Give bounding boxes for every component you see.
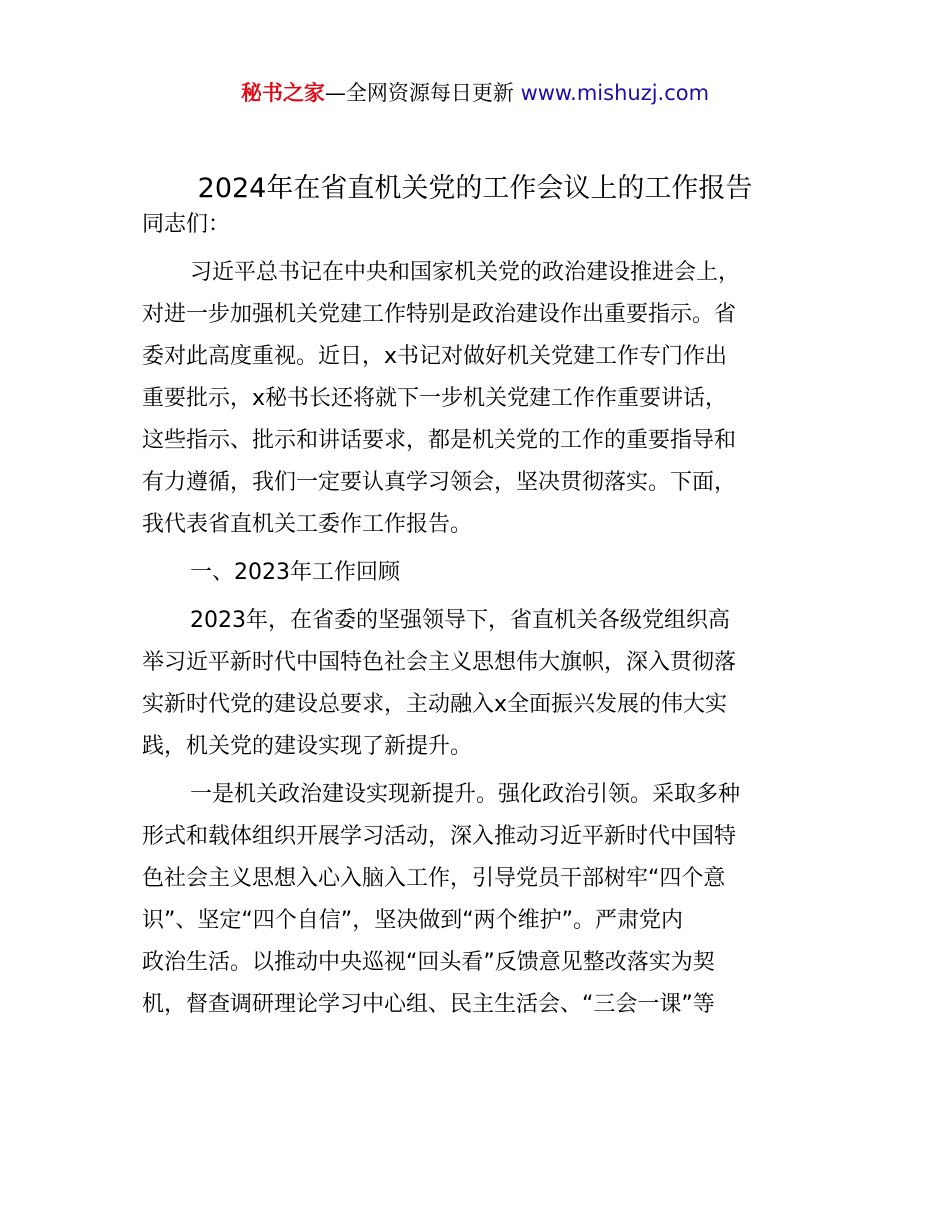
document-body: [142, 200, 814, 1026]
salutation: 同志们：: [142, 212, 231, 237]
paragraph-review: [142, 600, 814, 768]
paragraph-line: 2023年，在省委的坚强领导下，省直机关各级党组织高: [190, 608, 730, 633]
paragraph-line: 委对此高度重视。近日，x书记对做好机关党建工作专门作出: [142, 344, 728, 369]
paragraph-line: 我代表省直机关工委作工作报告。: [142, 512, 473, 537]
paragraph-line: 践，机关党的建设实现了新提升。: [142, 734, 473, 759]
section-heading: [142, 552, 814, 594]
site-brand: 秘书之家: [240, 81, 325, 105]
section-heading-text: 一、2023年工作回顾: [190, 560, 400, 585]
paragraph-line: 色社会主义思想入心入脑入工作，引导党员干部树牢“四个意: [142, 866, 726, 891]
paragraph-line: 对进一步加强机关党建工作特别是政治建设作出重要指示。省: [142, 302, 737, 327]
site-tagline: —全网资源每日更新: [324, 81, 521, 105]
paragraph-line: 实新时代党的建设总要求，主动融入x全面振兴发展的伟大实: [142, 692, 728, 717]
paragraph-line: 机，督查调研理论学习中心组、民主生活会、“三会一课”等: [142, 992, 715, 1017]
site-url-link[interactable]: www.mishuzj.com: [520, 81, 710, 105]
document-title: 2024年在省直机关党的工作会议上的工作报告: [197, 173, 753, 204]
paragraph-line: 有力遵循，我们一定要认真学习领会，坚决贯彻落实。下面，: [142, 470, 737, 495]
paragraph-intro: [142, 252, 814, 546]
paragraph-line: 举习近平新时代中国特色社会主义思想伟大旗帜，深入贯彻落: [142, 650, 737, 675]
paragraph-political-building: [142, 774, 814, 1026]
paragraph-line: 这些指示、批示和讲话要求，都是机关党的工作的重要指导和: [142, 428, 737, 453]
paragraph-line: 重要批示，x秘书长还将就下一步机关党建工作作重要讲话，: [142, 386, 728, 411]
paragraph-line: 识”、坚定“四个自信”，坚决做到“两个维护”。严肃党内: [142, 908, 683, 933]
site-header: [0, 78, 950, 108]
paragraph-line: 形式和载体组织开展学习活动，深入推动习近平新时代中国特: [142, 824, 737, 849]
paragraph-line: 政治生活。以推动中央巡视“回头看”反馈意见整改落实为契: [142, 950, 715, 975]
paragraph-line: 习近平总书记在中央和国家机关党的政治建设推进会上，: [190, 260, 741, 285]
paragraph-line: 一是机关政治建设实现新提升。强化政治引领。采取多种: [190, 782, 741, 807]
